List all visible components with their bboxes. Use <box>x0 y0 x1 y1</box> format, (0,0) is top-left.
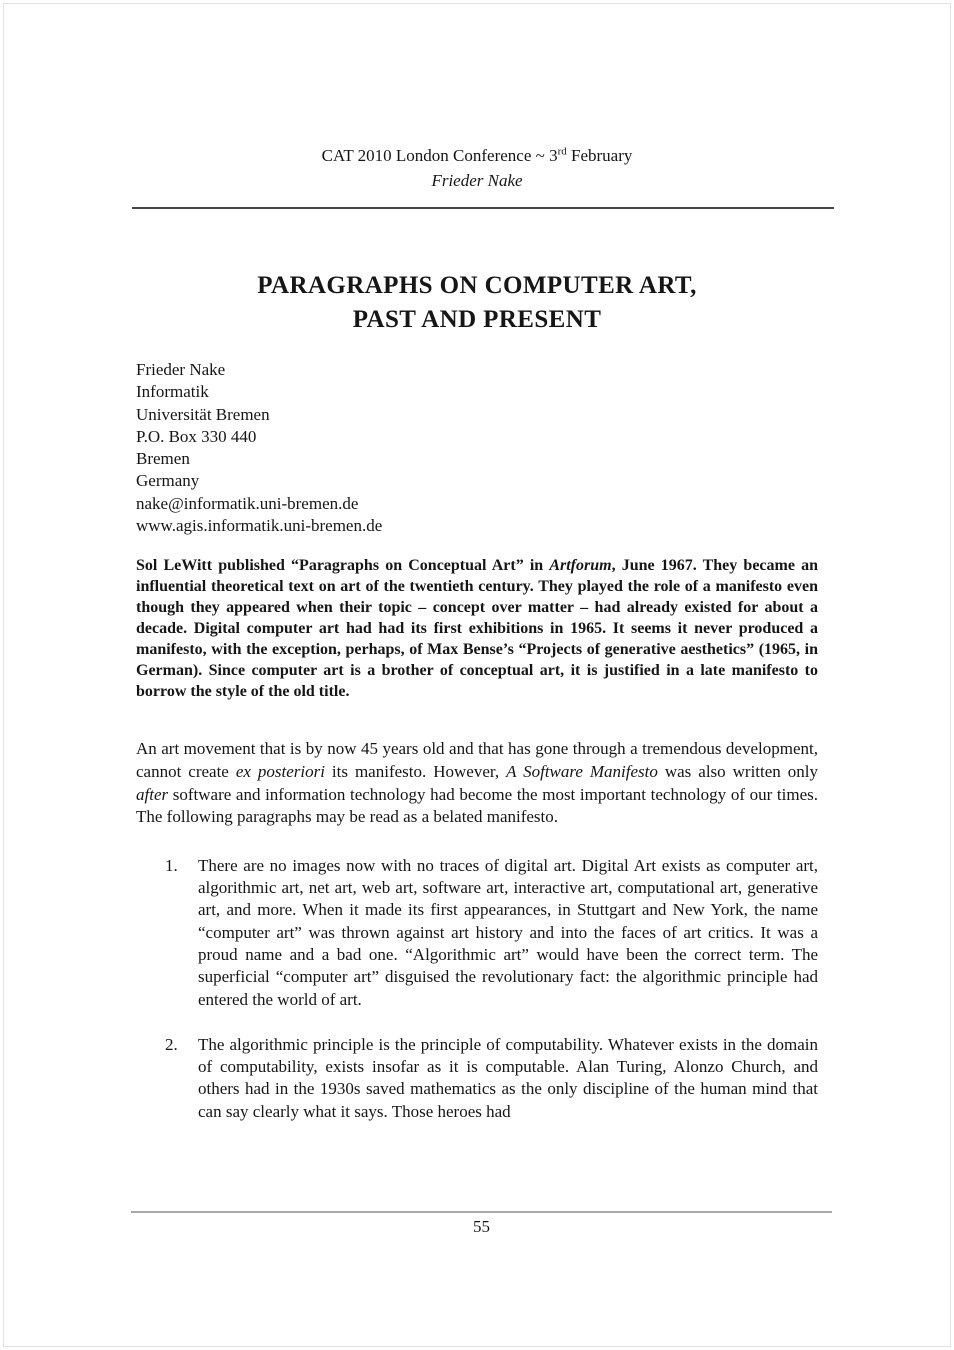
list-item-1 <box>136 855 818 1011</box>
address-email: nake@informatik.uni-bremen.de <box>136 493 359 513</box>
paper-title <box>136 269 818 337</box>
paper-title-line1: PARAGRAPHS ON COMPUTER ART, <box>257 272 697 299</box>
header-author: Frieder Nake <box>431 171 523 190</box>
list-item-2 <box>136 1034 818 1123</box>
manifesto-list <box>136 855 818 1123</box>
conference-header-text: CAT 2010 London Conference ~ 3 <box>321 146 558 165</box>
conference-header-month: February <box>566 146 633 165</box>
footer-divider <box>131 1211 832 1213</box>
list-item-1-text: There are no images now with no traces of digital art. Digital Art exists as computer art, algorithmic art, net art, web art, software art, interactive art, computational art, generative art, and more. When it made its first appearances, in Stuttgart and New York, the name “computer art” was thrown against art history and into the faces of art critics. It was a proud name and a bad one. “Algorithmic art” would have been the correct term. The superficial “computer art” disguised the revolutionary fact: the algorithmic principle had entered the world of art. <box>198 855 818 1009</box>
header-divider <box>132 207 834 209</box>
list-item-2-number: 2. <box>165 1034 178 1054</box>
address-department: Informatik <box>136 382 209 402</box>
list-item-1-number: 1. <box>165 855 178 875</box>
address-po-box: P.O. Box 330 440 <box>136 426 257 446</box>
address-university: Universität Bremen <box>136 404 270 424</box>
address-city: Bremen <box>136 449 190 469</box>
address-author-name: Frieder Nake <box>136 360 226 379</box>
abstract-paragraph: Sol LeWitt published “Paragraphs on Conceptual Art” in Artforum, June 1967. They became an influential theoretical text on art of the twentieth century. They played the role of a manifesto even though they appeared when their topic – concept over matter – had already existed for about a decade. Digital computer art had had its first exhibitions in 1965. It seems it never produced a manifesto, with the exception, perhaps, of Max Bense’s “Projects of generative aesthetics” (1965, in German). Since computer art is a brother of conceptual art, it is justified in a late manifesto to borrow the style of the old title. <box>136 557 818 701</box>
address-website: www.agis.informatik.uni-bremen.de <box>136 516 383 536</box>
list-item-2-text: The algorithmic principle is the principle of computability. Whatever exists in the domain of computability, exists insofar as it is computable. Alan Turing, Alonzo Church, and others had in the 1930s saved mathematics as the only discipline of the human mind that can say clearly what it says. Those heroes had <box>198 1034 818 1121</box>
address-country: Germany <box>136 471 200 491</box>
page-number: 55 <box>473 1217 490 1236</box>
page-footer <box>131 1211 832 1237</box>
ordinal-superscript: rd <box>557 145 567 158</box>
conference-header <box>136 146 818 166</box>
intro-paragraph: An art movement that is by now 45 years old and that has gone through a tremendous development, cannot create ex posteriori its manifesto. However, A Software Manifesto was also written only after software and information technology had become the most important technology of our times. The following paragraphs may be read as a belated manifesto. <box>136 739 818 827</box>
author-address-block <box>136 359 818 537</box>
paper-title-line2: PAST AND PRESENT <box>352 306 602 333</box>
